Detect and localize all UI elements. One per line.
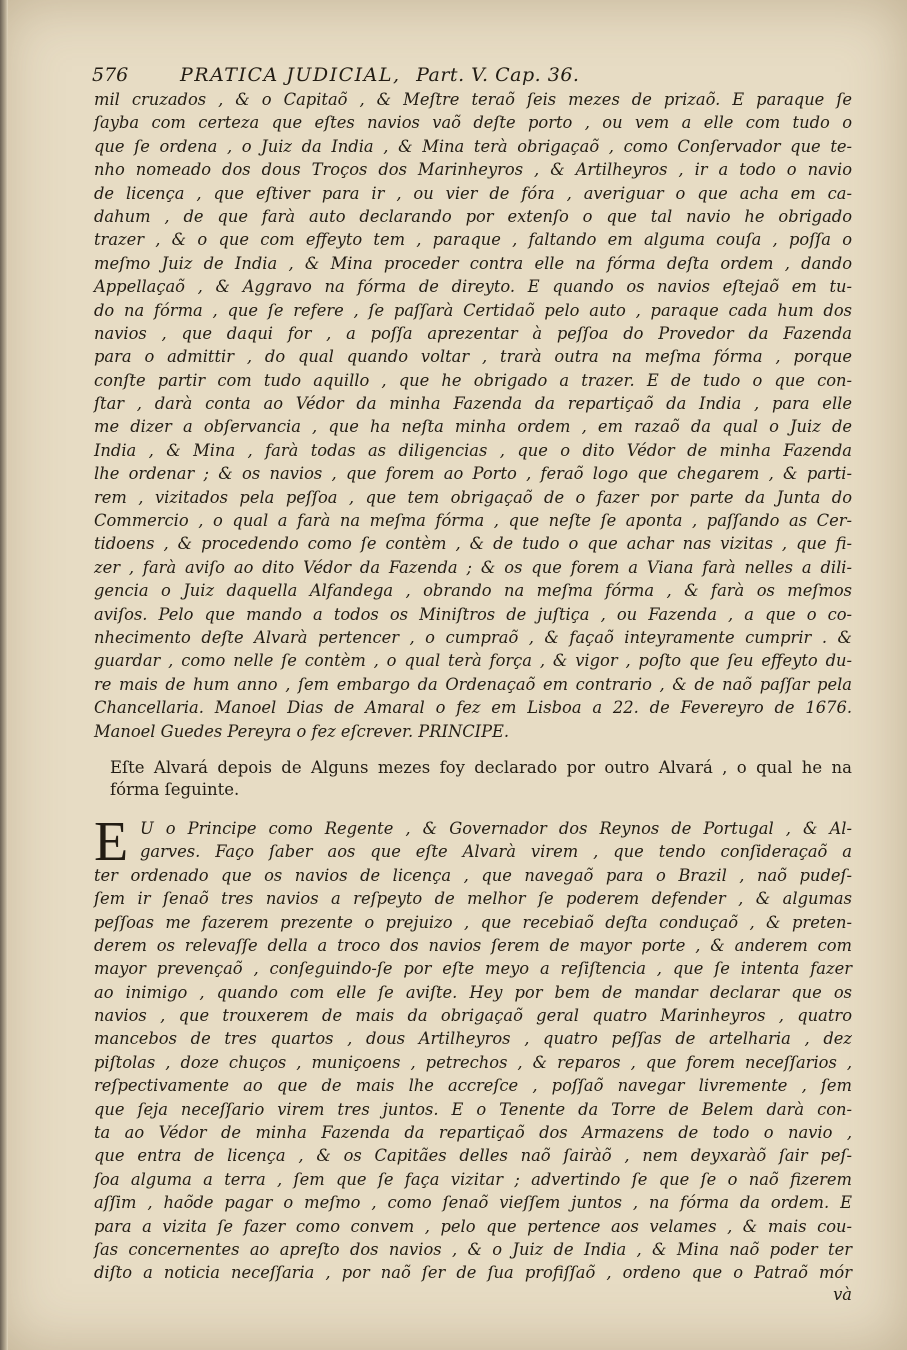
text-line: tidoens , & procedendo como ſe contèm , & de tudo o que achar nas vizitas , que fi- [94, 534, 852, 554]
text-line: que entra de licença , & os Capitães delles naõ ſairàõ , nem deyxaràõ ſair peſ- [94, 1146, 852, 1166]
text-line: navios , que daqui for , a poſſa aprezentar à peſſoa do Provedor da Fazenda [94, 323, 852, 343]
text-line: de licença , que eſtiver para ir , ou vier de fóra , averiguar o que acha em ca- [94, 183, 852, 203]
catchword: và [833, 1284, 852, 1304]
text-line: zer , farà aviſo ao dito Védor da Fazenda ; & os que forem a Viana farà nelles a dili- [94, 557, 852, 577]
text-line: reſpectivamente ao que de mais lhe accreſce , poſſaõ navegar livremente , ſem [94, 1076, 852, 1096]
text-line: aviſos. Pelo que mando a todos os Miniſtros de juſtiça , ou Fazenda , a que o co- [94, 604, 852, 624]
text-line: India , & Mina , farà todas as diligencias , que o dito Védor de minha Fazenda [94, 440, 852, 460]
text-line: do na fórma , que ſe refere , ſe paſſarà Certidaõ pelo auto , paraque cada hum dos [94, 300, 852, 320]
page-number: 576 [92, 64, 129, 86]
text-line: U o Principe como Regente , & Governador dos Reynos de Portugal , & Al- [140, 818, 852, 838]
text-line: nhecimento deſte Alvarà pertencer , o cumpraõ , & façaõ inteyramente cumprir . & [94, 627, 852, 647]
decree-text [94, 810, 852, 1304]
binding-edge [0, 0, 8, 1350]
text-line: piſtolas , doze chuços , muniçoens , petrechos , & reparos , que forem neceſſarios , [94, 1052, 852, 1072]
text-line: ſayba com certeza que eſtes navios vaõ deſte porto , ou vem a elle com tudo o [94, 113, 852, 133]
text-line: re mais de hum anno , ſem embargo da Ordenaçaõ em contrario , & de naõ paſſar pela [94, 674, 852, 694]
text-line: para a vizita ſe fazer como convem , pelo que pertence aos velames , & mais cou- [94, 1216, 852, 1236]
drop-cap: E [94, 810, 129, 873]
text-line: ter ordenado que os navios de licença , que navegaõ para o Brazil , naõ pudeſ- [94, 865, 852, 885]
text-line: aſſim , haõde pagar o meſmo , como ſenaõ vieſſem juntos , na fórma da ordem. E [94, 1193, 852, 1213]
running-header [92, 64, 852, 86]
text-line: diſto a noticia neceſſaria , por naõ ſer de ſua profiſſaõ , ordeno que o Patraõ mór [94, 1263, 852, 1283]
text-line: Eſte Alvará depois de Alguns mezes foy declarado por outro Alvará , o qual he na [110, 757, 852, 777]
text-line: meſmo Juiz de India , & Mina proceder contra elle na fórma deſta ordem , dando [94, 253, 852, 273]
book-title: PRATICA JUDICIAL, [180, 64, 401, 86]
text-line: que ſe ordena , o Juiz da India , & Mina terà obrigaçaõ , como Conſervador que te- [94, 136, 852, 156]
text-line: gencia o Juiz daquella Alfandega , obrando na meſma fórma , & farà os meſmos [94, 581, 852, 601]
text-line: mil cruzados , & o Capitaõ , & Meſtre teraõ ſeis mezes de prizaõ. E paraque ſe [94, 90, 852, 109]
text-line: Chancellaria. Manoel Dias de Amaral o fez em Lisboa a 22. de Fevereyro de 1676. [94, 698, 852, 718]
text-line: Manoel Guedes Pereyra o fez eſcrever. PRINCIPE. [94, 721, 510, 741]
text-block [82, 64, 852, 1304]
text-line: derem os relevaſſe della a troco dos navios ſerem de mayor porte , & anderem com [94, 935, 852, 955]
text-line: lhe ordenar ; & os navios , que forem ao Porto , feraõ logo que chegarem , & parti- [94, 464, 852, 484]
text-line: me dizer a obſervancia , que ha neſta minha ordem , em razaõ da qual o Juiz de [94, 417, 852, 437]
text-line: mancebos de tres quartos , dous Artilheyros , quatro peſſas de artelharia , dez [94, 1029, 852, 1049]
text-line: trazer , & o que com effeyto tem , paraque , faltando em alguma couſa , poſſa o [94, 230, 852, 250]
text-line: conſte partir com tudo aquillo , que he obrigado a trazer. E de tudo o que con- [94, 370, 852, 390]
text-line: guardar , como nelle ſe contèm , o qual terà força , & vigor , poſto que ſeu effeyto du- [94, 651, 852, 671]
text-line: navios , que trouxerem de mais da obrigaçaõ geral quatro Marinheyros , quatro [94, 1006, 852, 1026]
text-line: para o admittir , do qual quando voltar , trarà outra na meſma fórma , porque [94, 347, 852, 367]
text-line: ta ao Védor de minha Fazenda da repartiçaõ dos Armazens de todo o navio , [94, 1123, 852, 1143]
text-line: que ſeja neceſſario virem tres juntos. E o Tenente da Torre de Belem darà con- [94, 1099, 852, 1119]
text-line: ſoa alguma a terra , ſem que ſe faça vizitar ; advertindo ſe que ſe o naõ fizerem [94, 1169, 852, 1189]
text-line: garves. Faço ſaber aos que eſte Alvarà virem , que tendo conſideraçaõ a [140, 842, 852, 862]
text-line: mayor prevençaõ , conſeguindo-ſe por eſte meyo a reſiſtencia , que ſe intenta fazer [94, 959, 852, 979]
text-line: peſſoas me fazerem prezente o prejuizo , que recebiaõ deſta conduçaõ , & preten- [94, 912, 852, 932]
text-line: ao inimigo , quando com elle ſe aviſte. Hey por bem de mandar declarar que os [94, 982, 852, 1002]
text-line: nho nomeado dos dous Troços dos Marinheyros , & Artilheyros , ir a todo o navio [94, 160, 852, 180]
text-line: ſas concernentes ao apreſto dos navios , & o Juiz de India , & Mina naõ poder ter [94, 1239, 852, 1259]
text-line: dahum , de que farà auto declarando por extenſo o que tal navio he obrigado [94, 206, 852, 226]
paragraph-alvara-text [94, 88, 852, 743]
text-line: Appellaçaõ , & Aggravo na fórma de direyto. E quando os navios eſtejaõ em tu- [94, 277, 852, 297]
running-title [180, 64, 579, 86]
text-line: ſem ir ſenaõ tres navios a reſpeyto de melhor ſe poderem defender , & algumas [94, 889, 852, 909]
text-line: fórma ſeguinte. [110, 779, 240, 799]
text-line: rem , vizitados pela peſſoa , que tem obrigaçaõ de o fazer por parte da Junta do [94, 487, 852, 507]
decree-lines [94, 810, 852, 1285]
part-chapter: Part. V. Cap. 36. [416, 64, 580, 86]
text-line: ſtar , darà conta ao Védor da minha Fazenda da repartiçaõ da India , para elle [94, 394, 852, 414]
text-line: Commercio , o qual a farà na meſma fórma , que neſte ſe aponta , paſſando as Cer- [94, 511, 852, 531]
editorial-note [110, 757, 852, 801]
